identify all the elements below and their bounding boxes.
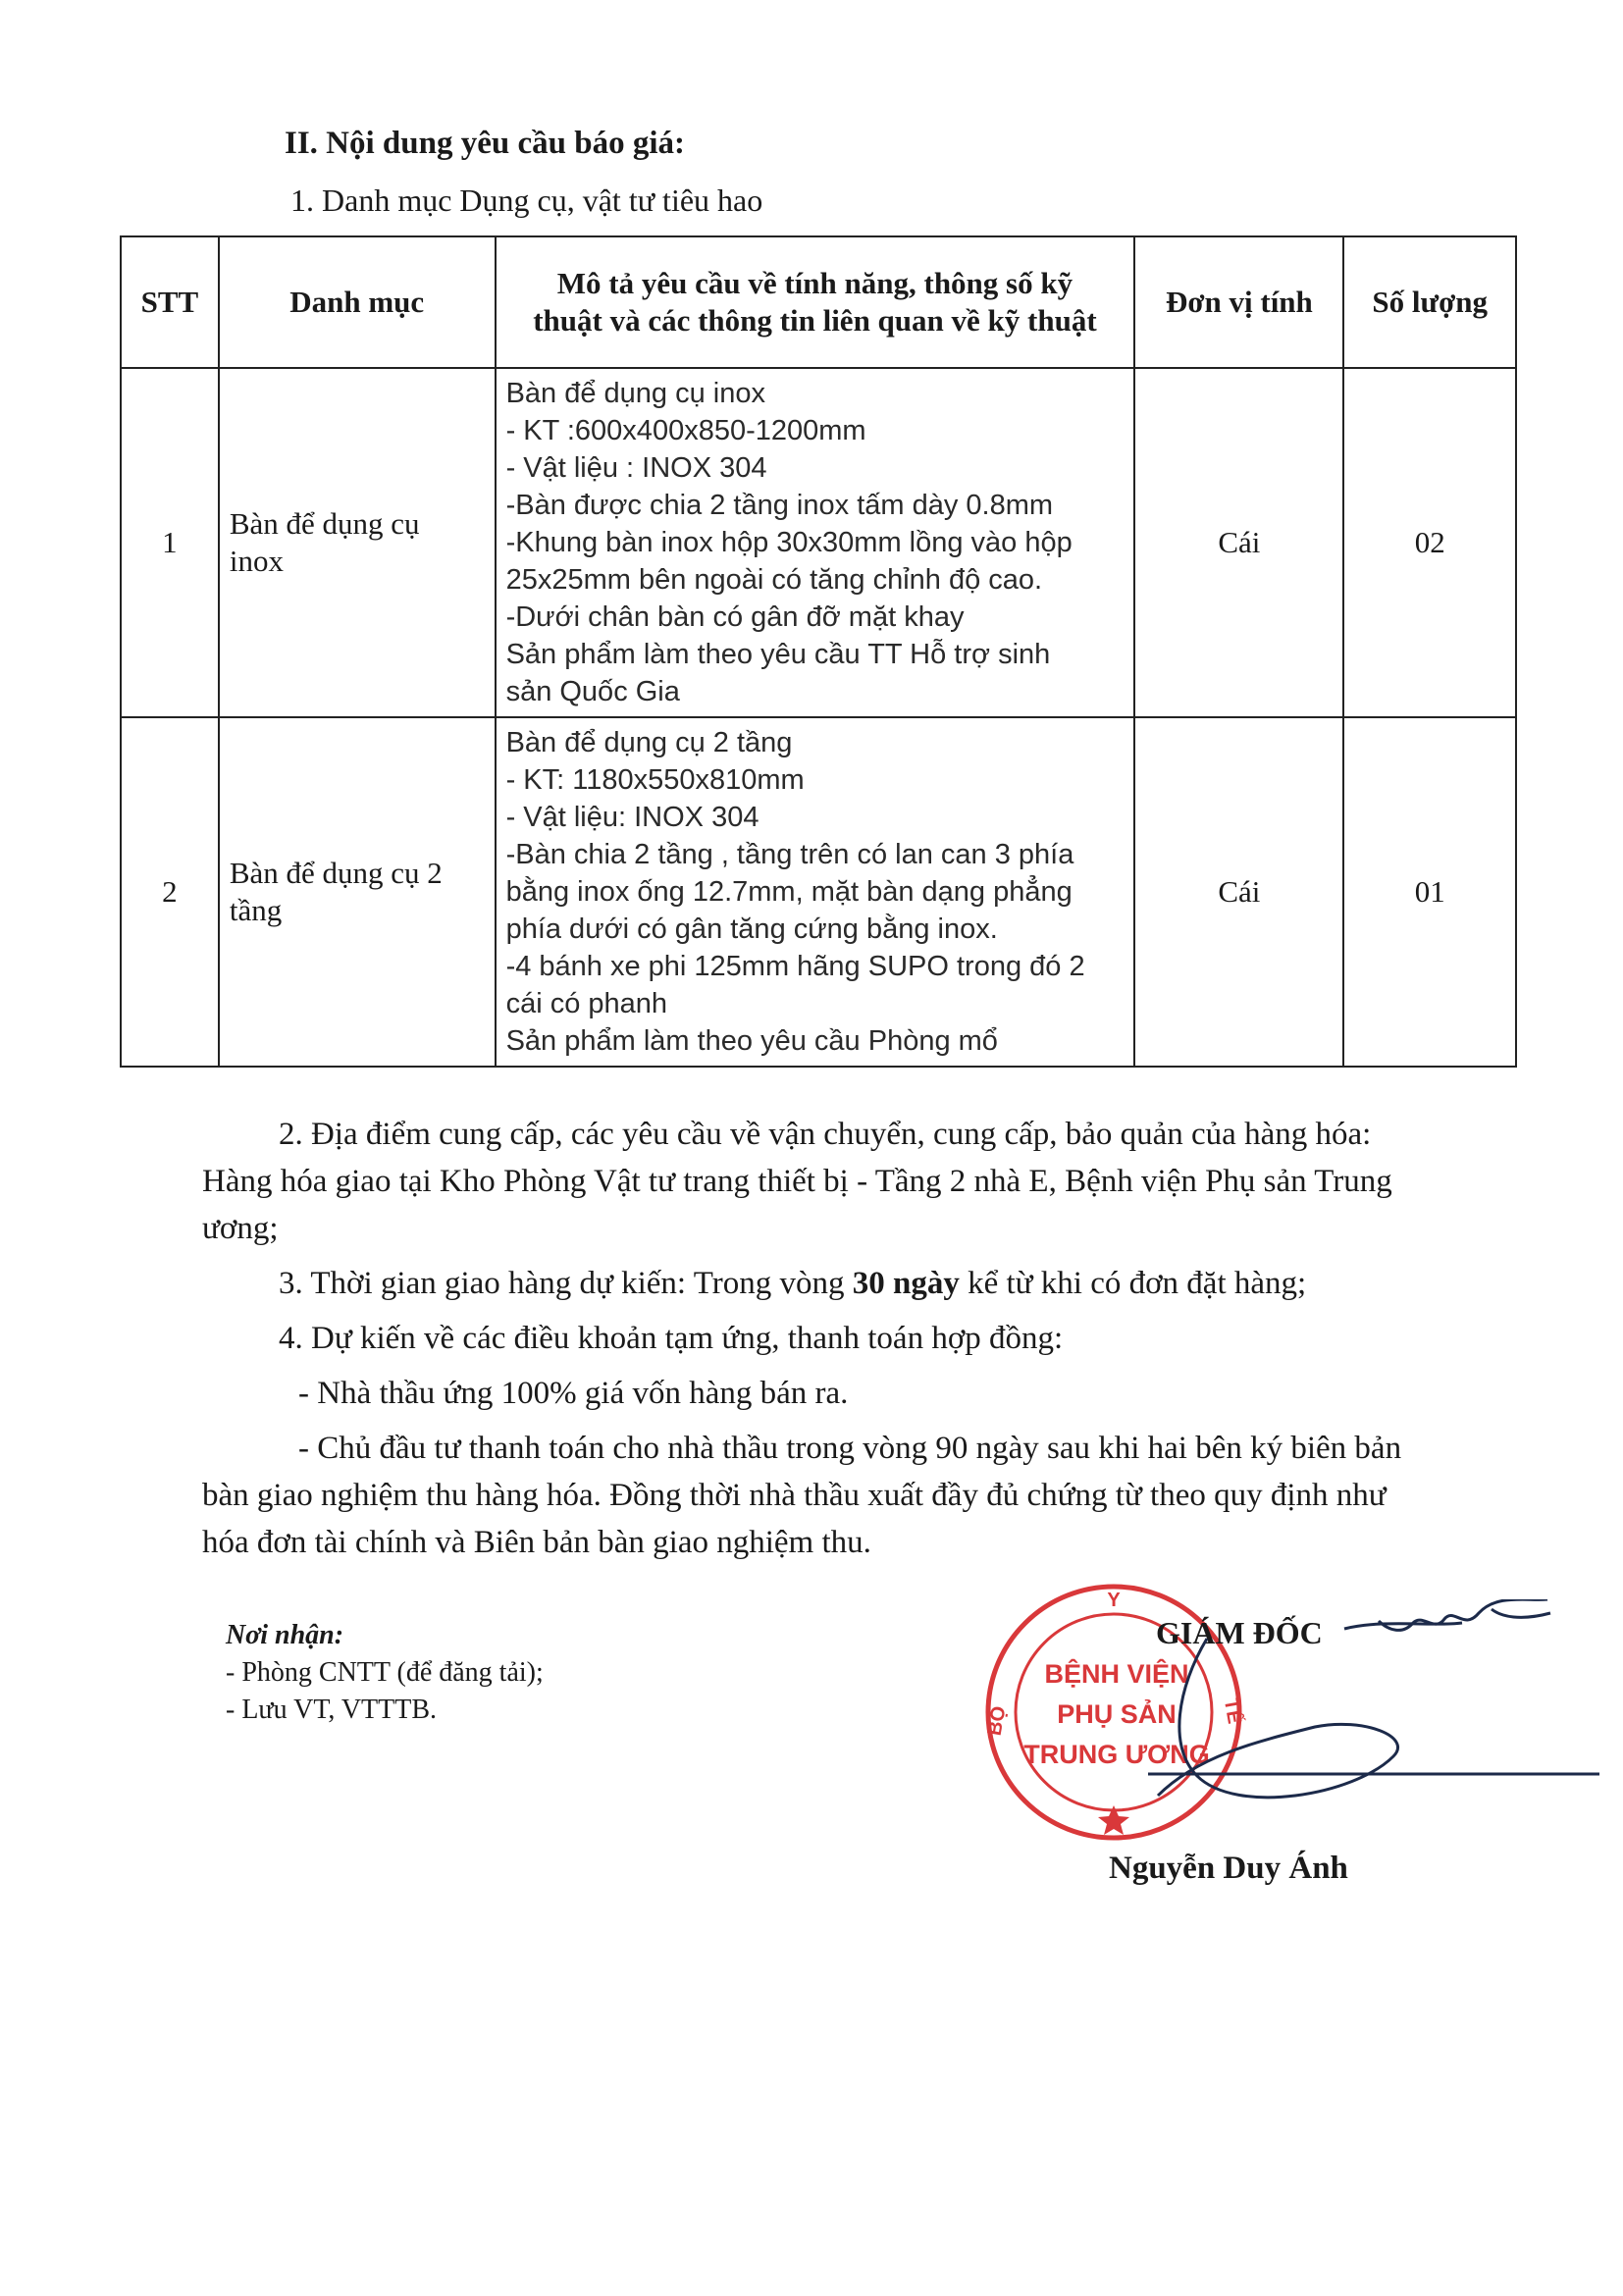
paragraph-2-line2: Hàng hóa giao tại Kho Phòng Vật tư trang thiết bị - Tầng 2 nhà E, Bệnh viện Phụ sản Trung (202, 1164, 1392, 1199)
desc-line: sản Quốc Gia (505, 676, 680, 707)
paragraph-3-text: kể từ khi có đơn đặt hàng; (959, 1266, 1307, 1301)
stamp-line-2: PHỤ SẢN (1057, 1699, 1177, 1729)
row-stt: 1 (121, 368, 219, 717)
row-qty: 02 (1343, 368, 1516, 717)
desc-line: phía dưới có gân tăng cứng bằng inox. (505, 913, 998, 945)
desc-line: -Bàn được chia 2 tầng inox tấm dày 0.8mm (505, 490, 1054, 521)
desc-line: -Bàn chia 2 tầng , tầng trên có lan can 3 phía (505, 839, 1074, 870)
header-desc-line: Mô tả yêu cầu về tính năng, thông số kỹ (556, 266, 1073, 300)
desc-line: - KT: 1180x550x810mm (505, 764, 805, 796)
table-header-row (121, 236, 1516, 368)
paragraph-2-line1: 2. Địa điểm cung cấp, các yêu cầu về vận chuyển, cung cấp, bảo quản của hàng hóa: (279, 1117, 1372, 1152)
paragraph-4-item-a: - Nhà thầu ứng 100% giá vốn hàng bán ra. (298, 1376, 849, 1411)
header-unit: Đơn vị tính (1134, 236, 1343, 368)
desc-line: Sản phẩm làm theo yêu cầu Phòng mổ (505, 1025, 998, 1057)
row-name-line: Bàn để dụng cụ 2 (229, 856, 443, 890)
row-stt: 2 (121, 717, 219, 1067)
row-name-line: inox (229, 544, 284, 578)
desc-line: bằng inox ống 12.7mm, mặt bàn dạng phẳng (505, 876, 1073, 908)
director-title: GIÁM ĐỐC (1156, 1615, 1323, 1650)
stamp-line-1: BỆNH VIỆN (1044, 1659, 1189, 1689)
desc-line: -Khung bàn inox hộp 30x30mm lồng vào hộp (505, 527, 1073, 558)
recipients-title: Nơi nhận: (226, 1620, 344, 1650)
desc-line: - Vật liệu : INOX 304 (505, 452, 767, 484)
desc-line: - KT :600x400x850-1200mm (505, 415, 866, 446)
paragraph-4-item-b-line2: bàn giao nghiệm thu hàng hóa. Đồng thời nhà thầu xuất đầy đủ chứng từ theo quy định như (202, 1478, 1387, 1513)
desc-line: -Dưới chân bàn có gân đỡ mặt khay (505, 601, 965, 633)
header-stt: STT (121, 236, 219, 368)
row-desc (496, 368, 1135, 717)
paragraph-4-item-b-line1: - Chủ đầu tư thanh toán cho nhà thầu trong vòng 90 ngày sau khi hai bên ký biên bản (298, 1431, 1402, 1466)
row-unit: Cái (1134, 368, 1343, 717)
row-name-line: Bàn để dụng cụ (229, 506, 420, 541)
recipients-block (226, 1617, 544, 1729)
recipient-item: - Lưu VT, VTTTB. (226, 1695, 438, 1725)
header-desc-line: thuật và các thông tin liên quan về kỹ thuật (533, 303, 1097, 338)
row-desc (496, 717, 1135, 1067)
table-row (121, 368, 1516, 717)
paragraph-4: 4. Dự kiến về các điều khoản tạm ứng, thanh toán hợp đồng: (279, 1321, 1064, 1356)
signature-stroke (1379, 1599, 1550, 1630)
stamp-left-text: BỘ (983, 1704, 1011, 1738)
desc-line: Bàn để dụng cụ 2 tầng (505, 727, 793, 758)
paragraph-2-line3: ương; (202, 1211, 279, 1246)
paragraph-3 (279, 1260, 1306, 1307)
subsection-title: 1. Danh mục Dụng cụ, vật tư tiêu hao (290, 183, 763, 218)
desc-line: - Vật liệu: INOX 304 (505, 802, 759, 833)
recipient-item: - Phòng CNTT (để đăng tải); (226, 1657, 544, 1688)
signer-name: Nguyễn Duy Ánh (1109, 1851, 1348, 1886)
section-title: II. Nội dung yêu cầu báo giá: (285, 126, 686, 161)
header-name: Danh mục (219, 236, 496, 368)
desc-line: -4 bánh xe phi 125mm hãng SUPO trong đó 2 (505, 951, 1085, 982)
stamp-line-3: TRUNG ƯƠNG (1023, 1740, 1210, 1769)
paragraph-4-item-b-line3: hóa đơn tài chính và Biên bản bàn giao nghiệm thu. (202, 1525, 871, 1560)
signature-stroke (1344, 1623, 1462, 1629)
stamp-top-letter: Y (1107, 1590, 1121, 1611)
desc-line: cái có phanh (505, 988, 668, 1019)
header-desc (496, 236, 1135, 368)
table-row (121, 717, 1516, 1067)
handwritten-signature (1138, 1599, 1609, 1835)
row-name (219, 717, 496, 1067)
header-qty: Số lượng (1343, 236, 1516, 368)
row-name (219, 368, 496, 717)
row-unit: Cái (1134, 717, 1343, 1067)
row-qty: 01 (1343, 717, 1516, 1067)
desc-line: Bàn để dụng cụ inox (505, 378, 765, 409)
paragraph-3-text: 3. Thời gian giao hàng dự kiến: Trong vòng (279, 1266, 853, 1301)
row-name-line: tầng (229, 893, 283, 927)
desc-line: Sản phẩm làm theo yêu cầu TT Hỗ trợ sinh (505, 639, 1051, 670)
items-table (120, 235, 1517, 1068)
stamp-right-text: TẾ (1219, 1696, 1245, 1726)
desc-line: 25x25mm bên ngoài có tăng chỉnh độ cao. (505, 564, 1043, 596)
delivery-days: 30 ngày (852, 1266, 960, 1301)
